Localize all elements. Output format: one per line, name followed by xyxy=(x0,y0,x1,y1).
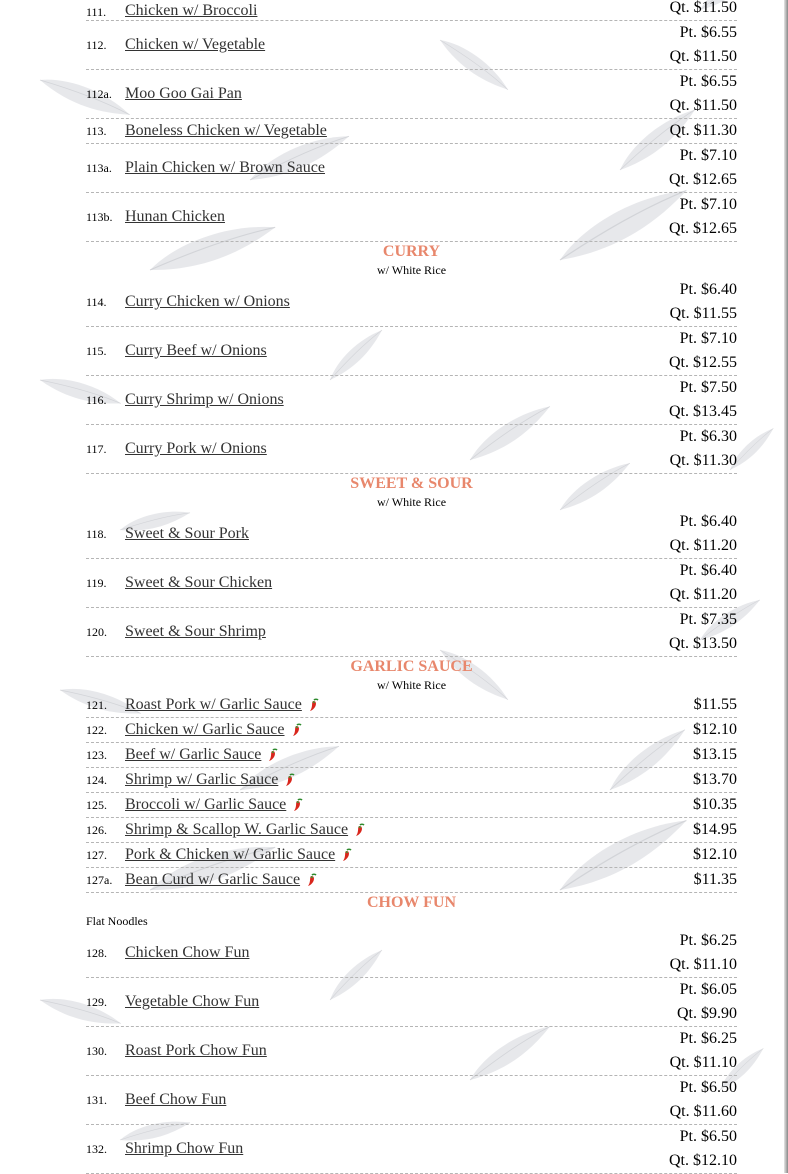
price-pint: Pt. $6.40 xyxy=(679,281,737,298)
item-prices xyxy=(670,119,737,143)
menu-item-row xyxy=(86,978,737,1027)
item-name-link[interactable] xyxy=(125,2,670,20)
price-quart: Qt. $11.10 xyxy=(669,1054,737,1071)
price-quart: Qt. $11.10 xyxy=(669,956,737,973)
section-subtitle: w/ White Rice xyxy=(376,678,447,692)
price-pint: Pt. $6.40 xyxy=(679,513,737,530)
section-subtitle: Flat Noodles xyxy=(86,914,148,928)
item-name-text: Shrimp Chow Fun xyxy=(125,1140,244,1157)
item-name-text: Sweet & Sour Shrimp xyxy=(125,623,266,640)
item-name-text: Plain Chicken w/ Brown Sauce xyxy=(125,159,325,176)
item-number: 119. xyxy=(86,575,107,590)
item-number: 113a. xyxy=(86,160,112,175)
price-quart: Qt. $11.20 xyxy=(669,586,737,603)
item-name-link[interactable] xyxy=(125,746,693,764)
item-number: 113. xyxy=(86,123,107,138)
menu-item-row xyxy=(86,0,737,21)
item-number: 128. xyxy=(86,945,107,960)
price-quart: Qt. $13.50 xyxy=(669,635,737,652)
price: $13.70 xyxy=(693,771,737,788)
item-name-text: Hunan Chicken xyxy=(125,208,225,225)
menu-item-row xyxy=(86,743,737,768)
item-number: 111. xyxy=(86,5,107,19)
section-header-garlic-sauce xyxy=(86,657,737,693)
item-number: 115. xyxy=(86,343,107,358)
menu-item-row xyxy=(86,1076,737,1125)
item-name-link[interactable] xyxy=(125,821,693,839)
item-name-link[interactable] xyxy=(125,721,693,739)
item-number: 124. xyxy=(86,772,107,787)
menu-item-row xyxy=(86,425,737,474)
item-number: 121. xyxy=(86,697,107,712)
section-header-curry xyxy=(86,242,737,278)
item-name-link[interactable] xyxy=(125,1042,670,1060)
item-name-text: Roast Pork Chow Fun xyxy=(125,1042,267,1059)
item-prices xyxy=(670,1027,737,1075)
price-pint: Pt. $7.35 xyxy=(679,611,737,628)
price: $10.35 xyxy=(693,796,737,813)
price-quart: Qt. $11.55 xyxy=(669,305,737,322)
item-prices xyxy=(670,1076,737,1124)
menu-item-row xyxy=(86,376,737,425)
chili-pepper-icon xyxy=(290,723,304,737)
price-pint: Pt. $6.40 xyxy=(679,562,737,579)
item-name-text: Chicken w/ Garlic Sauce xyxy=(125,721,285,738)
item-name-link[interactable] xyxy=(125,623,669,641)
section-title: CURRY xyxy=(382,243,441,260)
item-name-text: Beef Chow Fun xyxy=(125,1091,227,1108)
price-quart: Qt. $12.65 xyxy=(669,220,737,237)
item-name-text: Chicken Chow Fun xyxy=(125,944,250,961)
item-prices xyxy=(694,868,737,892)
price-pint: Pt. $6.55 xyxy=(679,24,737,41)
item-prices xyxy=(693,743,737,767)
item-prices xyxy=(669,144,737,192)
chili-pepper-icon xyxy=(307,698,321,712)
menu-item-row xyxy=(86,327,737,376)
item-prices xyxy=(670,425,737,473)
item-name-link[interactable] xyxy=(125,771,693,789)
price: $11.35 xyxy=(693,871,737,888)
item-name-link[interactable] xyxy=(125,796,693,814)
item-prices xyxy=(669,608,737,656)
menu-item-row xyxy=(86,193,737,242)
item-prices xyxy=(693,818,737,842)
menu-list xyxy=(86,0,737,1174)
section-subtitle: w/ White Rice xyxy=(376,263,447,277)
menu-item-row xyxy=(86,768,737,793)
item-prices xyxy=(670,70,737,118)
price: Qt. $11.30 xyxy=(669,122,737,139)
item-prices xyxy=(669,193,737,241)
item-name-link[interactable] xyxy=(125,85,670,103)
chili-pepper-icon xyxy=(340,848,354,862)
item-prices xyxy=(693,718,737,742)
item-number: 112a. xyxy=(86,86,112,101)
item-name-link[interactable] xyxy=(125,208,669,226)
item-name-text: Pork & Chicken w/ Garlic Sauce xyxy=(125,846,336,863)
item-name-link[interactable] xyxy=(125,36,670,54)
item-prices xyxy=(693,793,737,817)
price-quart: Qt. $11.50 xyxy=(669,48,737,65)
item-number: 131. xyxy=(86,1092,107,1107)
item-name-text: Bean Curd w/ Garlic Sauce xyxy=(125,871,301,888)
item-name-text: Beef w/ Garlic Sauce xyxy=(125,746,262,763)
item-number: 123. xyxy=(86,747,107,762)
item-number: 122. xyxy=(86,722,107,737)
price-quart: Qt. $12.10 xyxy=(669,1152,737,1169)
item-name-text: Shrimp w/ Garlic Sauce xyxy=(125,771,279,788)
menu-item-row xyxy=(86,608,737,657)
item-name-text: Sweet & Sour Pork xyxy=(125,525,249,542)
chili-pepper-icon xyxy=(283,773,297,787)
menu-item-row xyxy=(86,718,737,743)
item-name-text: Sweet & Sour Chicken xyxy=(125,574,273,591)
price: $12.10 xyxy=(693,721,737,738)
menu-item-row xyxy=(86,559,737,608)
item-name-link[interactable] xyxy=(125,696,694,714)
price: $13.15 xyxy=(693,746,737,763)
item-prices xyxy=(694,693,737,717)
item-prices xyxy=(693,768,737,792)
item-name-link[interactable] xyxy=(125,391,669,409)
section-title: SWEET & SOUR xyxy=(350,475,473,492)
item-name-text: Curry Pork w/ Onions xyxy=(125,440,267,457)
menu-item-row xyxy=(86,843,737,868)
item-name-link[interactable] xyxy=(125,993,677,1011)
item-name-text: Moo Goo Gai Pan xyxy=(125,85,242,102)
item-number: 112. xyxy=(86,37,107,52)
item-prices xyxy=(670,278,737,326)
chili-pepper-icon xyxy=(305,873,319,887)
price-quart: Qt. $11.60 xyxy=(669,1103,737,1120)
item-name-text: Roast Pork w/ Garlic Sauce xyxy=(125,696,302,713)
menu-item-row xyxy=(86,818,737,843)
item-name-link[interactable] xyxy=(125,293,670,311)
chili-pepper-icon xyxy=(266,748,280,762)
item-prices xyxy=(669,1125,737,1173)
item-number: 130. xyxy=(86,1043,107,1058)
menu-item-row xyxy=(86,144,737,193)
item-number: 129. xyxy=(86,994,107,1009)
item-name-link[interactable] xyxy=(125,342,669,360)
item-name-link[interactable] xyxy=(125,122,670,140)
item-name-link[interactable] xyxy=(125,1140,669,1158)
item-number: 132. xyxy=(86,1141,107,1156)
price-quart: Qt. $11.20 xyxy=(669,537,737,554)
price-pint: Pt. $6.25 xyxy=(679,932,737,949)
price-pint: Pt. $6.50 xyxy=(679,1079,737,1096)
chili-pepper-icon xyxy=(353,823,367,837)
price: $12.10 xyxy=(693,846,737,863)
item-name-text: Shrimp & Scallop W. Garlic Sauce xyxy=(125,821,349,838)
item-name-link[interactable] xyxy=(125,159,669,177)
item-name-text: Chicken w/ Vegetable xyxy=(125,36,266,53)
item-prices xyxy=(677,978,737,1026)
item-prices xyxy=(670,0,737,20)
item-prices xyxy=(669,327,737,375)
item-number: 127a. xyxy=(86,872,113,887)
price-quart: Qt. $12.65 xyxy=(669,171,737,188)
price: Qt. $11.50 xyxy=(669,0,737,16)
item-number: 118. xyxy=(86,526,107,541)
item-number: 126. xyxy=(86,822,107,837)
item-number: 116. xyxy=(86,392,107,407)
price-pint: Pt. $6.30 xyxy=(679,428,737,445)
item-name-link[interactable] xyxy=(125,574,670,592)
item-prices xyxy=(670,559,737,607)
price: $14.95 xyxy=(693,821,737,838)
price-pint: Pt. $6.55 xyxy=(679,73,737,90)
item-name-text: Boneless Chicken w/ Vegetable xyxy=(125,122,327,139)
item-prices xyxy=(669,376,737,424)
price-quart: Qt. $9.90 xyxy=(677,1005,737,1022)
item-number: 125. xyxy=(86,797,107,812)
price-quart: Qt. $13.45 xyxy=(669,403,737,420)
item-prices xyxy=(670,21,737,69)
menu-item-row xyxy=(86,1125,737,1174)
item-name-text: Vegetable Chow Fun xyxy=(125,993,260,1010)
item-prices xyxy=(670,929,737,977)
item-name-link[interactable] xyxy=(125,846,693,864)
item-number: 117. xyxy=(86,441,107,456)
menu-item-row xyxy=(86,21,737,70)
price-pint: Pt. $6.50 xyxy=(679,1128,737,1145)
item-number: 113b. xyxy=(86,209,113,224)
section-header-chow-fun xyxy=(86,893,737,929)
item-number: 120. xyxy=(86,624,107,639)
menu-item-row xyxy=(86,793,737,818)
price-pint: Pt. $6.05 xyxy=(679,981,737,998)
item-prices xyxy=(693,843,737,867)
price-pint: Pt. $7.10 xyxy=(679,196,737,213)
section-header-sweet-and-sour xyxy=(86,474,737,510)
price-quart: Qt. $12.55 xyxy=(669,354,737,371)
item-name-link[interactable] xyxy=(125,944,670,962)
section-subtitle: w/ White Rice xyxy=(376,495,447,509)
item-name-link[interactable] xyxy=(125,440,670,458)
menu-item-row xyxy=(86,868,737,893)
price: $11.55 xyxy=(693,696,737,713)
section-title: CHOW FUN xyxy=(366,894,457,911)
chili-pepper-icon xyxy=(291,798,305,812)
item-name-text: Chicken w/ Broccoli xyxy=(125,2,258,19)
item-name-text: Curry Chicken w/ Onions xyxy=(125,293,290,310)
price-pint: Pt. $7.50 xyxy=(679,379,737,396)
menu-item-row xyxy=(86,278,737,327)
section-title: GARLIC SAUCE xyxy=(350,658,473,675)
price-quart: Qt. $11.50 xyxy=(669,97,737,114)
price-pint: Pt. $7.10 xyxy=(679,147,737,164)
item-name-text: Broccoli w/ Garlic Sauce xyxy=(125,796,287,813)
menu-item-row xyxy=(86,929,737,978)
item-name-text: Curry Beef w/ Onions xyxy=(125,342,267,359)
price-quart: Qt. $11.30 xyxy=(669,452,737,469)
menu-item-row xyxy=(86,119,737,144)
item-name-link[interactable] xyxy=(125,1091,670,1109)
menu-item-row xyxy=(86,510,737,559)
menu-item-row xyxy=(86,693,737,718)
item-number: 127. xyxy=(86,847,107,862)
price-pint: Pt. $7.10 xyxy=(679,330,737,347)
page-edge-shadow xyxy=(784,0,788,1173)
item-prices xyxy=(670,510,737,558)
menu-item-row xyxy=(86,70,737,119)
menu-item-row xyxy=(86,1027,737,1076)
item-name-link[interactable] xyxy=(125,525,670,543)
price-pint: Pt. $6.25 xyxy=(679,1030,737,1047)
item-name-link[interactable] xyxy=(125,871,694,889)
item-number: 114. xyxy=(86,294,107,309)
item-name-text: Curry Shrimp w/ Onions xyxy=(125,391,284,408)
